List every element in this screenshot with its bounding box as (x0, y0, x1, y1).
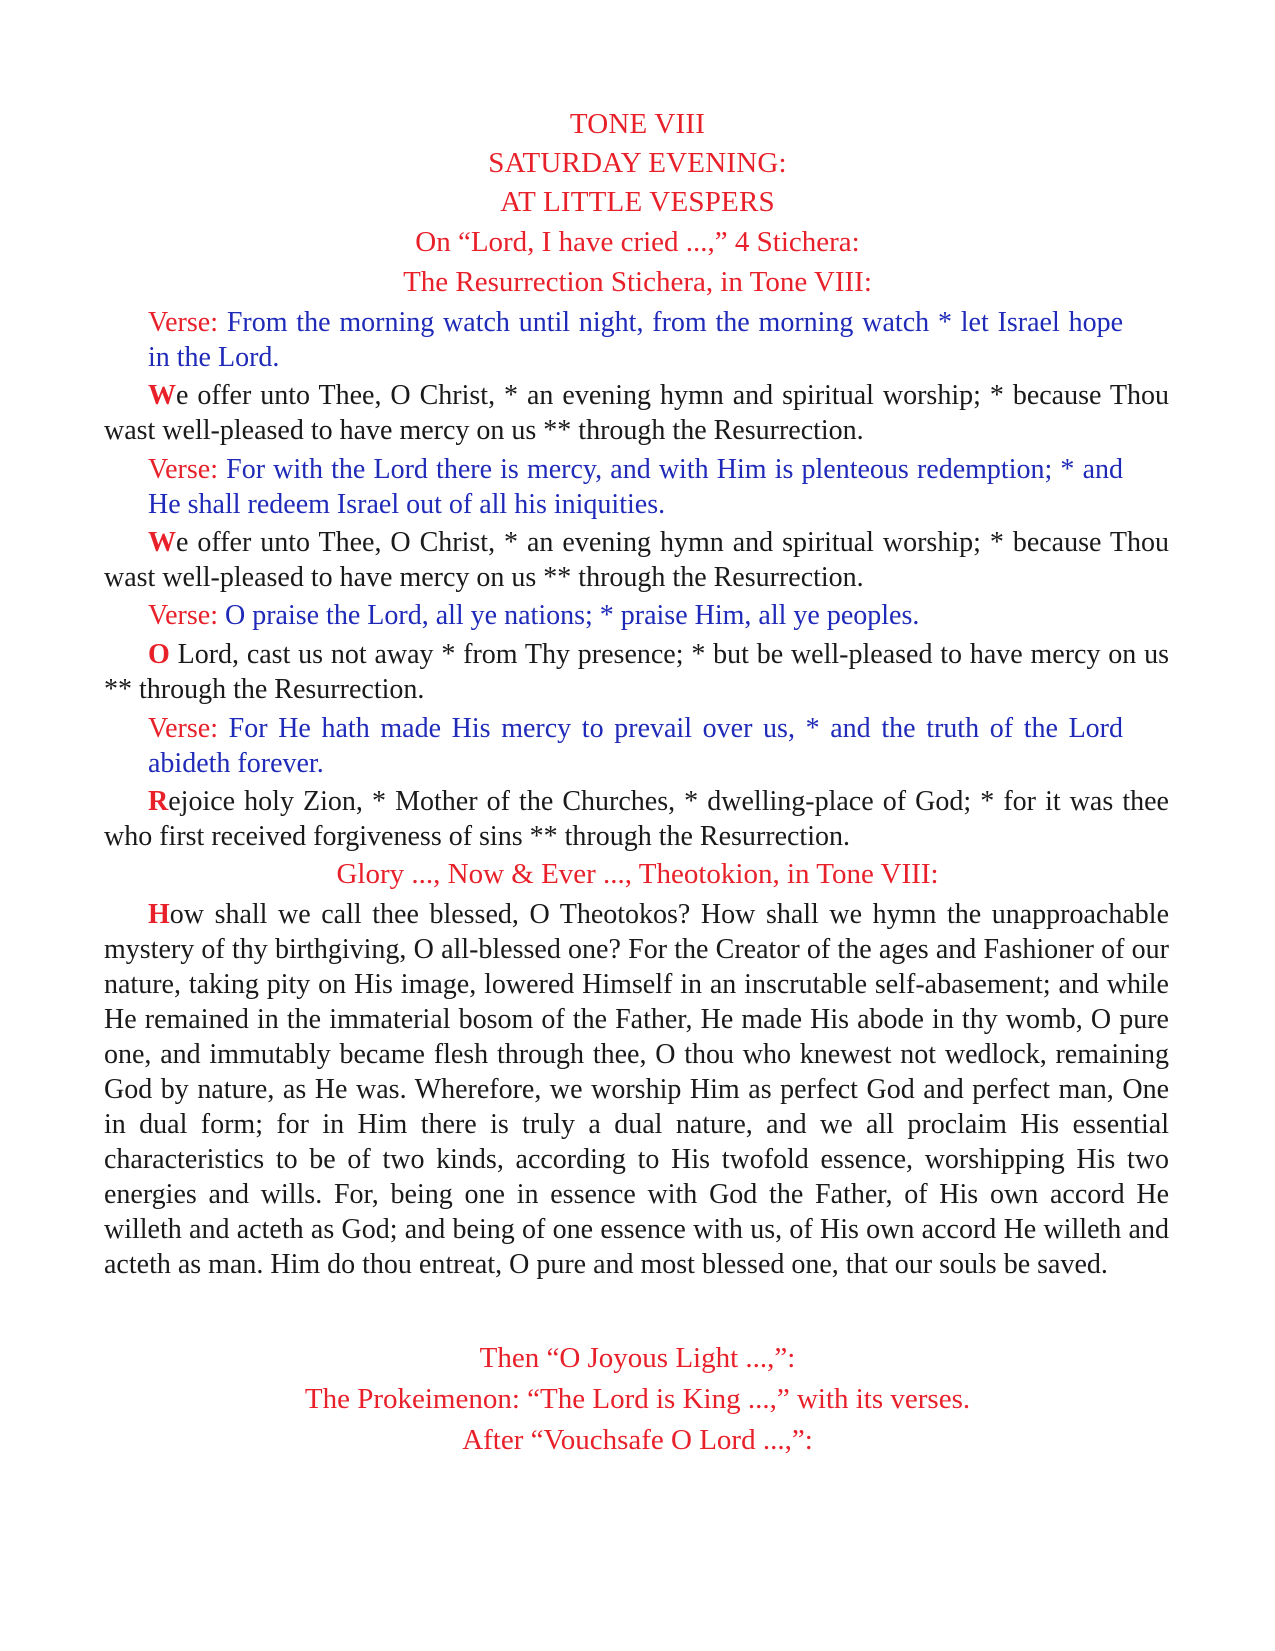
verse-label: Verse: (148, 600, 218, 631)
drop-cap: H (148, 899, 170, 930)
verse-2 (148, 452, 1123, 522)
drop-cap: W (148, 380, 176, 411)
sticheron-4 (104, 784, 1169, 854)
verse-text: For with the Lord there is mercy, and with Him is plenteous redemption; * and He shall redeem Israel out of all his iniquities. (148, 454, 1123, 520)
rubric-glory-theotokion: Glory ..., Now & Ever ..., Theotokion, in Tone VIII: (336, 858, 939, 890)
verse-text: From the morning watch until night, from the morning watch * let Israel hope in the Lord. (148, 307, 1124, 373)
sticheron-1 (104, 378, 1169, 448)
verse-label: Verse: (148, 713, 218, 744)
rubric-vouchsafe: After “Vouchsafe O Lord ...,”: (462, 1424, 813, 1456)
rubric-joyous-light: Then “O Joyous Light ...,”: (479, 1342, 796, 1374)
theotokion-text: ow shall we call thee blessed, O Theotokos? How shall we hymn the unapproachable mystery of thy birthgiving, O all-blessed one? For the Creator of the ages and Fashioner of our nature, taking pity on His image, lowered Himself in an inscrutable self-abasement; and while He remained in the immaterial bosom of the Father, He made His abode in thy womb, O pure one, and immutably became flesh through thee, O thou who knewest not wedlock, remaining God by nature, as He was. Wherefore, we worship Him as perfect God and perfect man, One in dual form; for in Him there is truly a dual nature, and we all proclaim His essential characteristics to be of two kinds, according to His twofold essence, worshipping His two energies and wills. For, being one in essence with God the Father, of His own accord He willeth and acteth as God; and being of one essence with us, of His own accord He willeth and acteth as man. Him do thou entreat, O pure and most blessed one, that our souls be saved. (104, 899, 1169, 1280)
rubric-prokeimenon: The Prokeimenon: “The Lord is King ...,” with its verses. (304, 1383, 971, 1415)
sticheron-text: e offer unto Thee, O Christ, * an evening hymn and spiritual worship; * because Thou wast well-pleased to have mercy on us ** through the Resurrection. (104, 380, 1169, 446)
sticheron-text: ejoice holy Zion, * Mother of the Churches, * dwelling-place of God; * for it was thee who first received forgiveness of sins ** through the Resurrection. (104, 786, 1169, 852)
drop-cap: W (148, 527, 176, 558)
day-heading: SATURDAY EVENING: (488, 147, 787, 179)
verse-label: Verse: (148, 307, 218, 338)
verse-1 (148, 305, 1123, 375)
sticheron-text: e offer unto Thee, O Christ, * an evening hymn and spiritual worship; * because Thou wast well-pleased to have mercy on us ** through the Resurrection. (104, 527, 1169, 593)
drop-cap: O (148, 639, 170, 670)
verse-3 (148, 598, 1123, 633)
verse-4 (148, 711, 1123, 781)
rubric-resurrection-stichera: The Resurrection Stichera, in Tone VIII: (403, 266, 872, 298)
sticheron-text: Lord, cast us not away * from Thy presence; * but be well-pleased to have mercy on us ** through the Resurrection. (104, 639, 1169, 705)
theotokion (104, 897, 1169, 1282)
sticheron-3 (104, 637, 1169, 707)
rubric-lord-i-have-cried: On “Lord, I have cried ...,” 4 Stichera: (415, 226, 860, 258)
drop-cap: R (148, 786, 169, 817)
verse-text: For He hath made His mercy to prevail over us, * and the truth of the Lord abideth forever. (148, 713, 1123, 779)
verse-text: O praise the Lord, all ye nations; * praise Him, all ye peoples. (224, 600, 920, 631)
service-heading: AT LITTLE VESPERS (500, 186, 775, 218)
sticheron-2 (104, 525, 1169, 595)
tone-heading: TONE VIII (569, 108, 706, 140)
verse-label: Verse: (148, 454, 218, 485)
